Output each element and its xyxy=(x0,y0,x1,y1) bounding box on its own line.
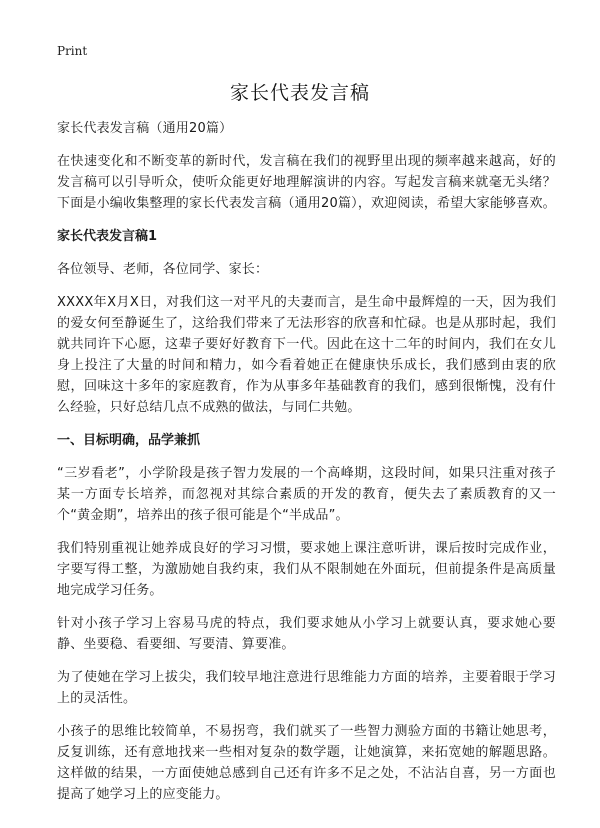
print-link[interactable]: Print xyxy=(57,44,88,58)
body-paragraph: XXXX年X月X日，对我们这一对平凡的夫妻而言，是生命中最辉煌的一天，因为我们的爱女何至静诞生了，这给我们带来了无法形容的欣喜和忙碌。也是从那时起，我们就共同许下心愿，这辈子要好好教育下一代。因此在这十二年的时间内，我们在女儿身上投注了大量的时间和精力，如今看着她正在健康快乐成长，我们感到由衷的欣慰，回味这十多年的家庭教育，作为从事多年基础教育的我们，感到很惭愧，没有什么经验，只好总结几点不成熟的做法，与同仁共勉。 xyxy=(57,295,556,415)
subsection-heading: 一、目标明确，品学兼抓 xyxy=(57,433,201,448)
body-paragraph: 针对小孩子学习上容易马虎的特点，我们要求她从小学习上就要认真，要求她心要静、坐要稳、看要细、写要清、算要准。 xyxy=(57,616,556,652)
greeting-paragraph: 各位领导、老师，各位同学、家长： xyxy=(57,262,269,277)
body-paragraph: 小孩子的思维比较简单，不易拐弯，我们就买了一些智力测验方面的书籍让她思考，反复训练，还有意地找来一些相对复杂的数学题，让她演算，来拓宽她的解题思路。这样做的结果，一方面使她总感到自己还有许多不足之处，不沾沾自喜，另一方面也提高了她学习上的应变能力。 xyxy=(57,724,556,802)
body-paragraph: 我们特别重视让她养成良好的学习习惯，要求她上课注意听讲，课后按时完成作业，字要写得工整，为激励她自我约束，我们从不限制她在外面玩，但前提条件是高质量地完成学习任务。 xyxy=(57,541,556,598)
body-paragraph: 为了使她在学习上拔尖，我们较早地注意进行思维能力方面的培养，主要着眼于学习上的灵活性。 xyxy=(57,670,556,706)
document-title: 家长代表发言稿 xyxy=(229,82,370,104)
intro-paragraph: 在快速变化和不断变革的新时代，发言稿在我们的视野里出现的频率越来越高，好的发言稿可以引导听众，使听众能更好地理解演讲的内容。写起发言稿来就毫无头绪？下面是小编收集整理的家长代表发言稿（通用20篇），欢迎阅读，希望大家能够喜欢。 xyxy=(57,154,556,211)
section-heading: 家长代表发言稿1 xyxy=(57,229,158,244)
document-body xyxy=(57,118,556,817)
document-subtitle: 家长代表发言稿（通用20篇） xyxy=(57,121,233,136)
body-paragraph: “三岁看老”，小学阶段是孩子智力发展的一个高峰期，这段时间，如果只注重对孩子某一方面专长培养，而忽视对其综合素质的开发的教育，便失去了素质教育的又一个“黄金期”，培养出的孩子很可能是个“半成品”。 xyxy=(57,466,556,523)
